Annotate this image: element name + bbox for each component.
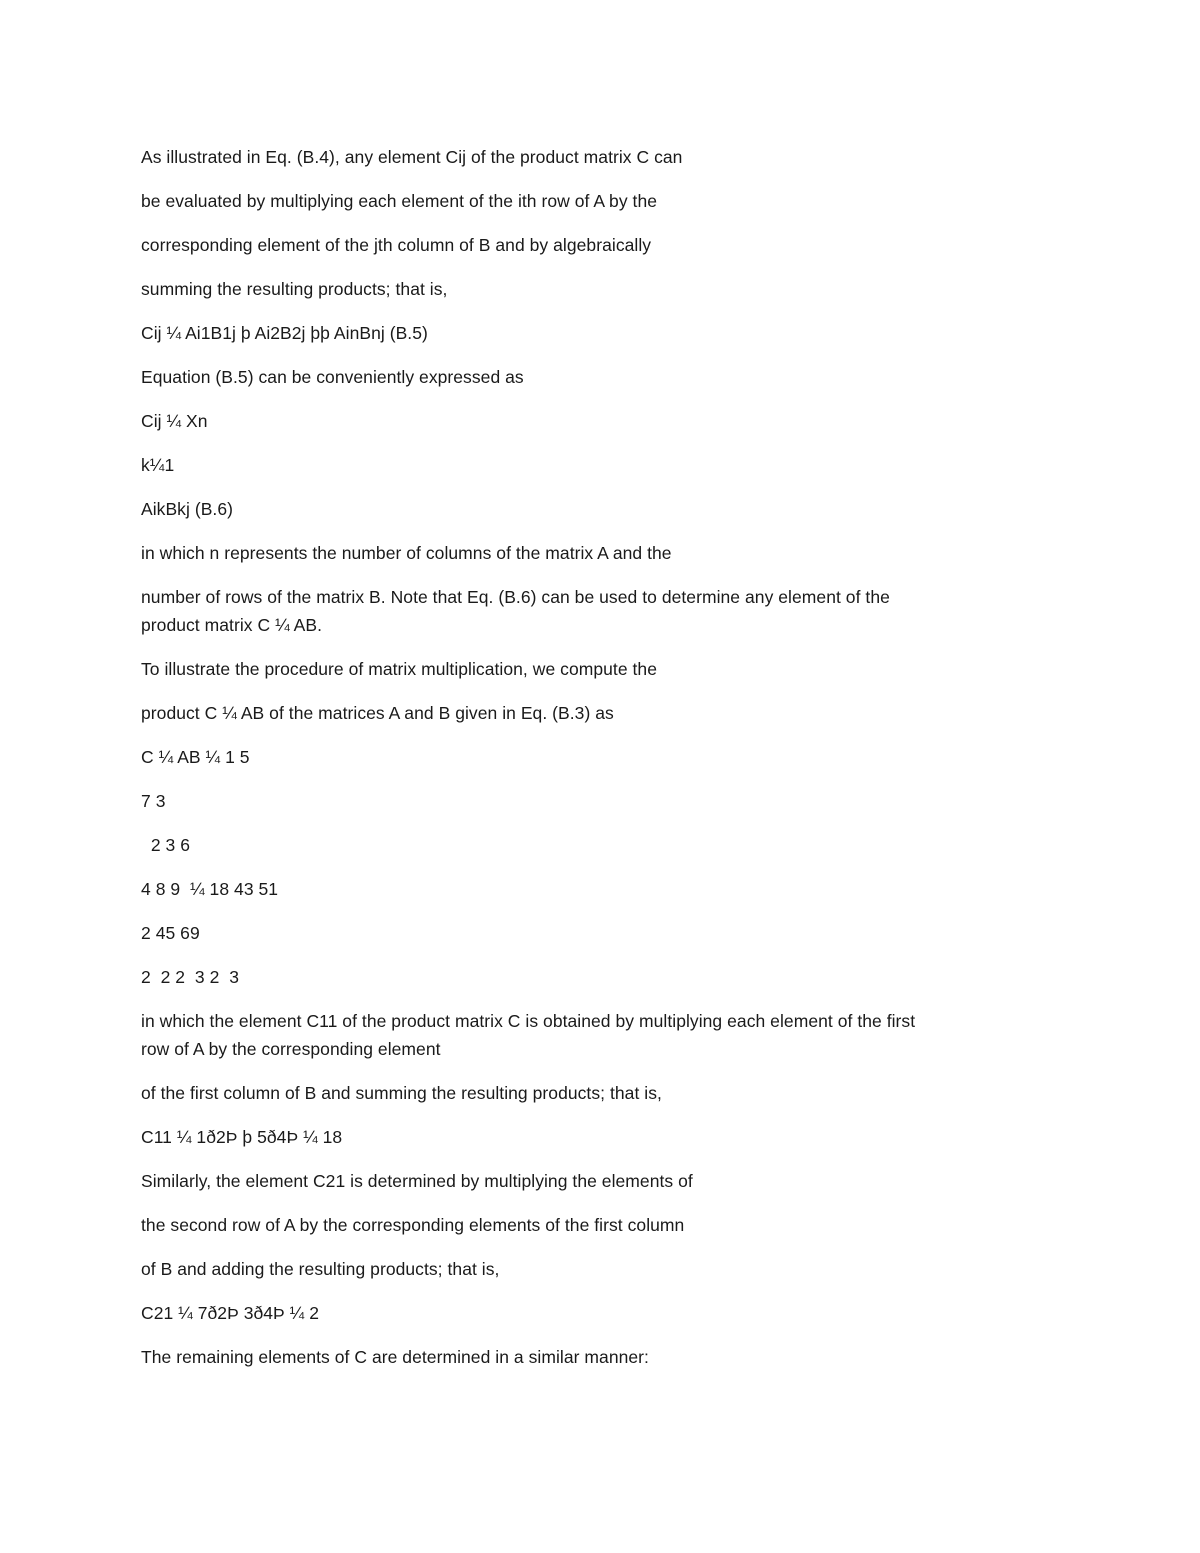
paragraph: product C ¼ AB of the matrices A and B given in Eq. (B.3) as bbox=[141, 703, 614, 723]
paragraph: summing the resulting products; that is, bbox=[141, 279, 448, 299]
equation-b6-line: k¼1 bbox=[141, 455, 175, 475]
equation-c21: C21 ¼ 7ð2Þ 3ð4Þ ¼ 2 bbox=[141, 1303, 320, 1323]
paragraph: The remaining elements of C are determined in a similar manner: bbox=[141, 1347, 649, 1367]
equation-b6-line: Cij ¼ Xn bbox=[141, 411, 208, 431]
paragraph: Equation (B.5) can be conveniently expressed as bbox=[141, 367, 524, 387]
paragraph: in which n represents the number of columns of the matrix A and the bbox=[141, 543, 672, 563]
matrix-line: 2 2 2 3 2 3 bbox=[141, 967, 239, 987]
paragraph: of B and adding the resulting products; that is, bbox=[141, 1259, 500, 1279]
paragraph: As illustrated in Eq. (B.4), any element Cij of the product matrix C can bbox=[141, 147, 683, 167]
matrix-line: 2 3 6 bbox=[141, 835, 191, 855]
equation-b6-line: AikBkj (B.6) bbox=[141, 499, 234, 519]
paragraph: be evaluated by multiplying each element of the ith row of A by the bbox=[141, 191, 658, 211]
paragraph: corresponding element of the jth column of B and by algebraically bbox=[141, 235, 652, 255]
matrix-line: 7 3 bbox=[141, 791, 166, 811]
paragraph: number of rows of the matrix B. Note that Eq. (B.6) can be used to determine any element of the product matrix C ¼ AB. bbox=[141, 587, 890, 635]
paragraph: in which the element C11 of the product matrix C is obtained by multiplying each element of the first row of A by the corresponding element bbox=[141, 1011, 916, 1059]
matrix-line: C ¼ AB ¼ 1 5 bbox=[141, 747, 250, 767]
paragraph: the second row of A by the corresponding elements of the first column bbox=[141, 1215, 685, 1235]
matrix-line: 4 8 9 ¼ 18 43 51 bbox=[141, 879, 279, 899]
paragraph: To illustrate the procedure of matrix multiplication, we compute the bbox=[141, 659, 658, 679]
paragraph: of the first column of B and summing the resulting products; that is, bbox=[141, 1083, 662, 1103]
equation-b5: Cij ¼ Ai1B1j þ Ai2B2j þþ AinBnj (B.5) bbox=[141, 323, 428, 343]
equation-c11: C11 ¼ 1ð2Þ þ 5ð4Þ ¼ 18 bbox=[141, 1127, 343, 1147]
paragraph: Similarly, the element C21 is determined by multiplying the elements of bbox=[141, 1171, 693, 1191]
document-body bbox=[141, 143, 1041, 1387]
matrix-line: 2 45 69 bbox=[141, 923, 200, 943]
